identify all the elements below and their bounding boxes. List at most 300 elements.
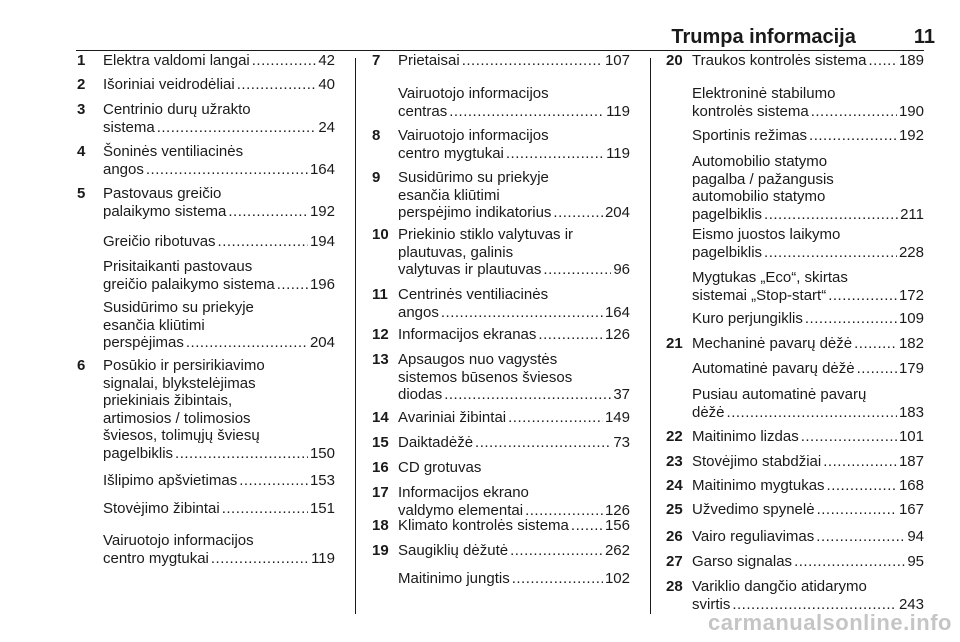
entry-body <box>103 143 335 178</box>
index-entry <box>372 517 630 535</box>
page-reference[interactable]: 101 <box>898 428 924 445</box>
page-reference[interactable]: 189 <box>898 52 924 69</box>
entry-last-line <box>398 517 630 535</box>
dot-leader <box>441 304 603 322</box>
entry-body <box>103 233 335 251</box>
entry-body <box>398 409 630 427</box>
page-reference[interactable]: 168 <box>898 477 924 494</box>
dot-leader <box>817 501 897 519</box>
entry-text-line: palaikymo sistema <box>103 202 227 220</box>
page-reference[interactable]: 149 <box>604 409 630 426</box>
page-reference[interactable]: 228 <box>898 243 924 261</box>
entry-text-line: pagalba / pažangusis <box>692 170 834 188</box>
entry-text-line: Vairo reguliavimas <box>692 528 815 545</box>
entry-body <box>103 472 335 490</box>
dot-leader <box>794 553 905 571</box>
entry-last-line <box>103 500 335 518</box>
entry-text-line: Automobilio statymo <box>692 153 828 170</box>
index-entry <box>666 553 924 571</box>
page-reference[interactable]: 126 <box>604 326 630 343</box>
page-reference[interactable]: 153 <box>309 472 335 489</box>
entry-text-line: Kuro perjungiklis <box>692 310 803 327</box>
entry-text-line: Centrinės ventiliacinės <box>398 286 549 303</box>
page-reference[interactable]: 42 <box>318 52 335 69</box>
entry-number: 16 <box>372 459 389 476</box>
index-entry <box>372 542 630 560</box>
page-reference[interactable]: 192 <box>309 202 335 220</box>
entry-last-line <box>692 206 924 224</box>
page-reference[interactable]: 73 <box>613 434 630 451</box>
page-reference[interactable]: 172 <box>898 286 924 304</box>
entry-body <box>692 477 924 495</box>
dot-leader <box>218 233 308 251</box>
page-reference[interactable]: 164 <box>309 160 335 178</box>
column-divider-2 <box>650 58 651 614</box>
entry-text-line: Informacijos ekranas <box>398 326 537 343</box>
entry-number: 6 <box>77 357 86 374</box>
entry-number <box>666 386 692 421</box>
index-entry <box>666 360 924 378</box>
entry-body <box>103 258 335 293</box>
entry-last-line <box>103 203 335 221</box>
entry-number <box>666 153 692 223</box>
dot-leader <box>211 550 309 568</box>
entry-text-line: plautuvas, galinis <box>398 243 514 261</box>
entry-text-line: perspėjimas <box>103 334 184 351</box>
index-entry <box>77 299 335 352</box>
entry-last-line <box>692 103 924 121</box>
column-divider-1 <box>355 58 356 614</box>
entry-body <box>103 299 335 352</box>
page-reference[interactable]: 40 <box>318 76 335 93</box>
dot-leader <box>571 517 603 535</box>
entry-body <box>103 532 335 567</box>
entry-body <box>398 286 630 321</box>
entry-text-line: Mechaninė pavarų dėžė <box>692 335 853 352</box>
page-reference[interactable]: 119 <box>311 549 335 567</box>
page-header <box>0 24 935 50</box>
entry-number <box>77 500 103 518</box>
entry-text-line: Priekinio stiklo valytuvas ir <box>398 226 574 243</box>
entry-number: 21 <box>666 335 683 352</box>
entry-body <box>103 500 335 518</box>
entry-text-line: Variklio dangčio atidarymo <box>692 578 867 595</box>
dot-leader <box>462 52 603 70</box>
index-entry <box>77 185 335 220</box>
entry-text-line: Saugiklių dėžutė <box>398 542 509 559</box>
entry-number: 13 <box>372 351 389 368</box>
entry-last-line <box>103 550 335 568</box>
entry-text-line: Maitinimo lizdas <box>692 428 799 445</box>
entry-number <box>666 226 692 261</box>
entry-last-line <box>692 404 924 422</box>
page-reference[interactable]: 204 <box>309 334 335 351</box>
entry-number: 19 <box>372 542 389 559</box>
dot-leader <box>553 204 603 222</box>
entry-last-line <box>398 145 630 163</box>
index-entry <box>666 453 924 471</box>
entry-number: 4 <box>77 143 86 160</box>
entry-text-line: Mygtukas „Eco“, skirtas <box>692 269 848 286</box>
entry-number: 25 <box>666 501 683 518</box>
dot-leader <box>222 500 308 518</box>
header-rule <box>76 50 924 51</box>
page-reference[interactable]: 24 <box>318 118 335 136</box>
entry-body <box>398 517 630 535</box>
page-reference[interactable]: 194 <box>309 233 335 250</box>
page-reference[interactable]: 243 <box>898 595 924 613</box>
dot-leader <box>510 542 603 560</box>
entry-number: 23 <box>666 453 683 470</box>
page-number: 11 <box>913 25 935 48</box>
index-entry <box>372 286 630 321</box>
entry-text-line: signalai, blykstelėjimas <box>103 374 256 392</box>
entry-last-line <box>398 261 630 279</box>
dot-leader <box>764 244 897 262</box>
entry-text-line: diodas <box>398 386 443 403</box>
page-reference[interactable]: 211 <box>900 205 924 223</box>
entry-text-line: Prisitaikanti pastovaus <box>103 258 253 275</box>
entry-body <box>398 484 630 519</box>
dot-leader <box>157 119 317 137</box>
entry-body <box>103 185 335 220</box>
entry-body <box>103 101 335 136</box>
entry-number <box>666 269 692 304</box>
entry-text-line: Daiktadėžė <box>398 434 474 451</box>
index-entry <box>666 153 924 223</box>
watermark: carmanualsonline.info <box>708 610 952 635</box>
entry-text-line: Pusiau automatinė pavarų <box>692 386 867 403</box>
entry-number: 18 <box>372 517 389 534</box>
entry-last-line <box>398 386 630 404</box>
entry-last-line <box>103 233 335 251</box>
dot-leader <box>239 472 308 490</box>
index-entry <box>77 357 335 462</box>
page-reference[interactable]: 119 <box>606 144 630 162</box>
entry-last-line <box>692 360 924 378</box>
page-reference[interactable]: 150 <box>309 444 335 462</box>
entry-number <box>77 532 103 567</box>
entry-body <box>692 501 924 519</box>
entry-text-line: centras <box>398 102 448 120</box>
dot-leader <box>823 453 897 471</box>
entry-text-line: Apsaugos nuo vagystės <box>398 351 558 368</box>
entry-text-line: Avariniai žibintai <box>398 409 507 426</box>
page-reference[interactable]: 102 <box>604 570 630 587</box>
entry-text-line: Susidūrimo su priekyje <box>398 169 549 186</box>
entry-body <box>692 85 924 120</box>
page-reference[interactable]: 109 <box>898 310 924 327</box>
index-entry <box>77 233 335 251</box>
index-entry <box>77 500 335 518</box>
dot-leader <box>816 528 905 546</box>
dot-leader <box>805 310 897 328</box>
entry-text-line: valytuvas ir plautuvas <box>398 261 542 278</box>
entry-body <box>692 578 924 613</box>
dot-leader <box>512 570 603 588</box>
index-entry <box>77 76 335 94</box>
entry-body <box>398 127 630 162</box>
entry-last-line <box>692 335 924 353</box>
entry-number: 17 <box>372 484 389 501</box>
entry-text-line: Maitinimo mygtukas <box>692 477 825 494</box>
entry-last-line <box>398 103 630 121</box>
entry-number: 11 <box>372 286 388 303</box>
entry-last-line <box>398 459 630 477</box>
page-reference[interactable]: 94 <box>907 528 924 545</box>
entry-text-line: Eismo juostos laikymo <box>692 226 841 243</box>
index-entry <box>372 351 630 404</box>
entry-text-line: artimosios / tolimosios <box>103 409 251 427</box>
page-reference[interactable]: 192 <box>898 127 924 144</box>
page-reference[interactable]: 119 <box>606 102 630 120</box>
dot-leader <box>543 261 611 279</box>
entry-body <box>692 360 924 378</box>
entry-number <box>77 258 103 293</box>
entry-number: 2 <box>77 76 86 93</box>
entry-body <box>692 52 924 70</box>
page-reference[interactable]: 37 <box>613 386 630 403</box>
entry-body <box>398 459 630 477</box>
entry-text-line: šviesos, tolimųjų šviesų <box>103 427 260 444</box>
entry-last-line <box>692 477 924 495</box>
entry-number <box>77 472 103 490</box>
entry-body <box>692 153 924 223</box>
index-entry <box>372 570 630 588</box>
entry-text-line: Traukos kontrolės sistema <box>692 52 867 69</box>
dot-leader <box>449 103 604 121</box>
entry-body <box>692 386 924 421</box>
page-reference[interactable]: 190 <box>898 102 924 120</box>
entry-text-line: angos <box>103 160 144 178</box>
entry-body <box>692 453 924 471</box>
entry-number <box>77 233 103 251</box>
entry-text-line: sistemai „Stop-start“ <box>692 286 827 304</box>
entry-text-line: svirtis <box>692 595 731 613</box>
index-entry <box>666 528 924 546</box>
entry-text-line: Elektroninė stabilumo <box>692 85 836 102</box>
dot-leader <box>175 445 308 463</box>
entry-number: 9 <box>372 169 381 186</box>
index-entry <box>666 428 924 446</box>
dot-leader <box>228 203 308 221</box>
entry-text-line: Susidūrimo su priekyje <box>103 299 254 316</box>
entry-last-line <box>692 501 924 519</box>
entry-text-line: sistemos būsenos šviesos <box>398 368 573 386</box>
entry-last-line <box>398 326 630 344</box>
page-reference[interactable]: 156 <box>604 517 630 534</box>
index-entry <box>372 52 630 70</box>
entry-body <box>398 226 630 279</box>
entry-last-line <box>692 553 924 571</box>
dot-leader <box>146 161 308 179</box>
index-entry <box>666 310 924 328</box>
entry-last-line <box>692 428 924 446</box>
entry-text-line: centro mygtukai <box>398 144 504 162</box>
entry-number: 1 <box>77 52 86 69</box>
entry-number: 7 <box>372 52 381 69</box>
entry-last-line <box>692 244 924 262</box>
entry-text-line: Stovėjimo stabdžiai <box>692 453 822 470</box>
dot-leader <box>186 334 308 352</box>
page-reference[interactable]: 196 <box>309 275 335 293</box>
page-reference[interactable]: 182 <box>898 335 924 352</box>
index-entry <box>372 326 630 344</box>
entry-last-line <box>398 304 630 322</box>
dot-leader <box>801 428 897 446</box>
entry-body <box>692 310 924 328</box>
page-reference[interactable]: 95 <box>907 553 924 570</box>
entry-last-line <box>103 276 335 294</box>
entry-last-line <box>398 52 630 70</box>
entry-text-line: pagelbiklis <box>692 243 763 261</box>
entry-last-line <box>103 119 335 137</box>
entry-number <box>666 85 692 120</box>
index-entry <box>372 409 630 427</box>
page-reference[interactable]: 151 <box>309 500 335 517</box>
entry-number: 24 <box>666 477 683 494</box>
entry-text-line: pagelbiklis <box>692 205 763 223</box>
entry-text-line: CD grotuvas <box>398 459 482 476</box>
entry-last-line <box>398 204 630 222</box>
page-reference[interactable]: 183 <box>898 403 924 421</box>
entry-text-line: Automatinė pavarų dėžė <box>692 360 855 377</box>
index-entry <box>77 52 335 70</box>
entry-number: 27 <box>666 553 683 570</box>
entry-number <box>666 360 692 378</box>
entry-text-line: pagelbiklis <box>103 444 174 462</box>
index-entry <box>666 226 924 261</box>
index-entry <box>372 434 630 452</box>
dot-leader <box>237 76 317 94</box>
entry-last-line <box>398 570 630 588</box>
entry-text-line: Stovėjimo žibintai <box>103 500 220 517</box>
index-entry <box>372 226 630 279</box>
page-reference[interactable]: 126 <box>604 501 630 519</box>
index-entry <box>666 269 924 304</box>
entry-text-line: Užvedimo spynelė <box>692 501 815 518</box>
dot-leader <box>827 477 897 495</box>
entry-body <box>398 434 630 452</box>
entry-number: 26 <box>666 528 683 545</box>
entry-text-line: greičio palaikymo sistema <box>103 275 275 293</box>
entry-text-line: Posūkio ir persirikiavimo <box>103 357 265 374</box>
dot-leader <box>764 206 898 224</box>
entry-body <box>398 326 630 344</box>
entry-last-line <box>692 310 924 328</box>
entry-text-line: Greičio ribotuvas <box>103 233 216 250</box>
entry-body <box>103 357 335 462</box>
entry-text-line: Pastovaus greičio <box>103 185 222 202</box>
entry-text-line: Išlipimo apšvietimas <box>103 472 238 489</box>
entry-text-line: Maitinimo jungtis <box>398 570 510 587</box>
entry-number: 28 <box>666 578 683 595</box>
page-reference[interactable]: 164 <box>604 303 630 321</box>
entry-number: 5 <box>77 185 86 202</box>
entry-body <box>692 269 924 304</box>
page-reference[interactable]: 179 <box>898 360 924 377</box>
index-entry <box>77 143 335 178</box>
entry-body <box>398 542 630 560</box>
entry-number: 12 <box>372 326 389 343</box>
entry-text-line: Garso signalas <box>692 553 793 570</box>
entry-text-line: Vairuotojo informacijos <box>398 127 549 144</box>
entry-last-line <box>398 434 630 452</box>
page-title: Trumpa informacija <box>671 25 856 48</box>
entry-number <box>666 310 692 328</box>
entry-number: 10 <box>372 226 389 243</box>
index-entry <box>666 52 924 70</box>
entry-body <box>398 351 630 404</box>
entry-last-line <box>692 127 924 145</box>
entry-text-line: dėžė <box>692 403 725 421</box>
index-entry <box>666 85 924 120</box>
index-entry <box>666 386 924 421</box>
dot-leader <box>277 276 308 294</box>
entry-last-line <box>398 542 630 560</box>
page-reference[interactable]: 187 <box>898 453 924 470</box>
entry-text-line: automobilio statymo <box>692 188 826 205</box>
entry-text-line: Išoriniai veidrodėliai <box>103 76 235 93</box>
entry-body <box>398 85 630 120</box>
dot-leader <box>854 335 897 353</box>
entry-body <box>692 335 924 353</box>
index-entry <box>372 459 630 477</box>
index-entry <box>77 101 335 136</box>
entry-last-line <box>692 453 924 471</box>
index-entry <box>666 335 924 353</box>
page-reference[interactable]: 204 <box>604 204 630 221</box>
dot-leader <box>506 145 604 163</box>
page-reference[interactable]: 167 <box>898 501 924 518</box>
dot-leader <box>857 360 897 378</box>
dot-leader <box>444 386 611 404</box>
entry-text-line: perspėjimo indikatorius <box>398 204 552 221</box>
index-entry <box>666 578 924 613</box>
entry-text-line: Vairuotojo informacijos <box>103 532 254 549</box>
dot-leader <box>538 326 603 344</box>
entry-number: 15 <box>372 434 389 451</box>
entry-text-line: angos <box>398 303 439 321</box>
index-entry <box>77 532 335 567</box>
entry-last-line <box>103 161 335 179</box>
entry-body <box>692 127 924 145</box>
entry-text-line: Informacijos ekrano <box>398 484 529 501</box>
entry-text-line: sistema <box>103 118 155 136</box>
entry-number: 14 <box>372 409 389 426</box>
page-reference[interactable]: 96 <box>613 261 630 278</box>
entry-last-line <box>103 76 335 94</box>
entry-last-line <box>103 52 335 70</box>
entry-body <box>103 52 335 70</box>
entry-body <box>692 553 924 571</box>
entry-number <box>372 85 398 120</box>
entry-number <box>666 127 692 145</box>
entry-number: 22 <box>666 428 683 445</box>
entry-last-line <box>692 528 924 546</box>
entry-body <box>103 76 335 94</box>
entry-number <box>372 570 398 588</box>
entry-number: 20 <box>666 52 683 69</box>
entry-text-line: Klimato kontrolės sistema <box>398 517 569 534</box>
index-entry <box>372 169 630 222</box>
entry-text-line: esančia kliūtimi <box>398 186 500 204</box>
entry-number: 3 <box>77 101 86 118</box>
page-reference[interactable]: 262 <box>604 542 630 559</box>
page-reference[interactable]: 107 <box>604 52 630 69</box>
entry-number: 8 <box>372 127 381 144</box>
entry-body <box>398 169 630 222</box>
